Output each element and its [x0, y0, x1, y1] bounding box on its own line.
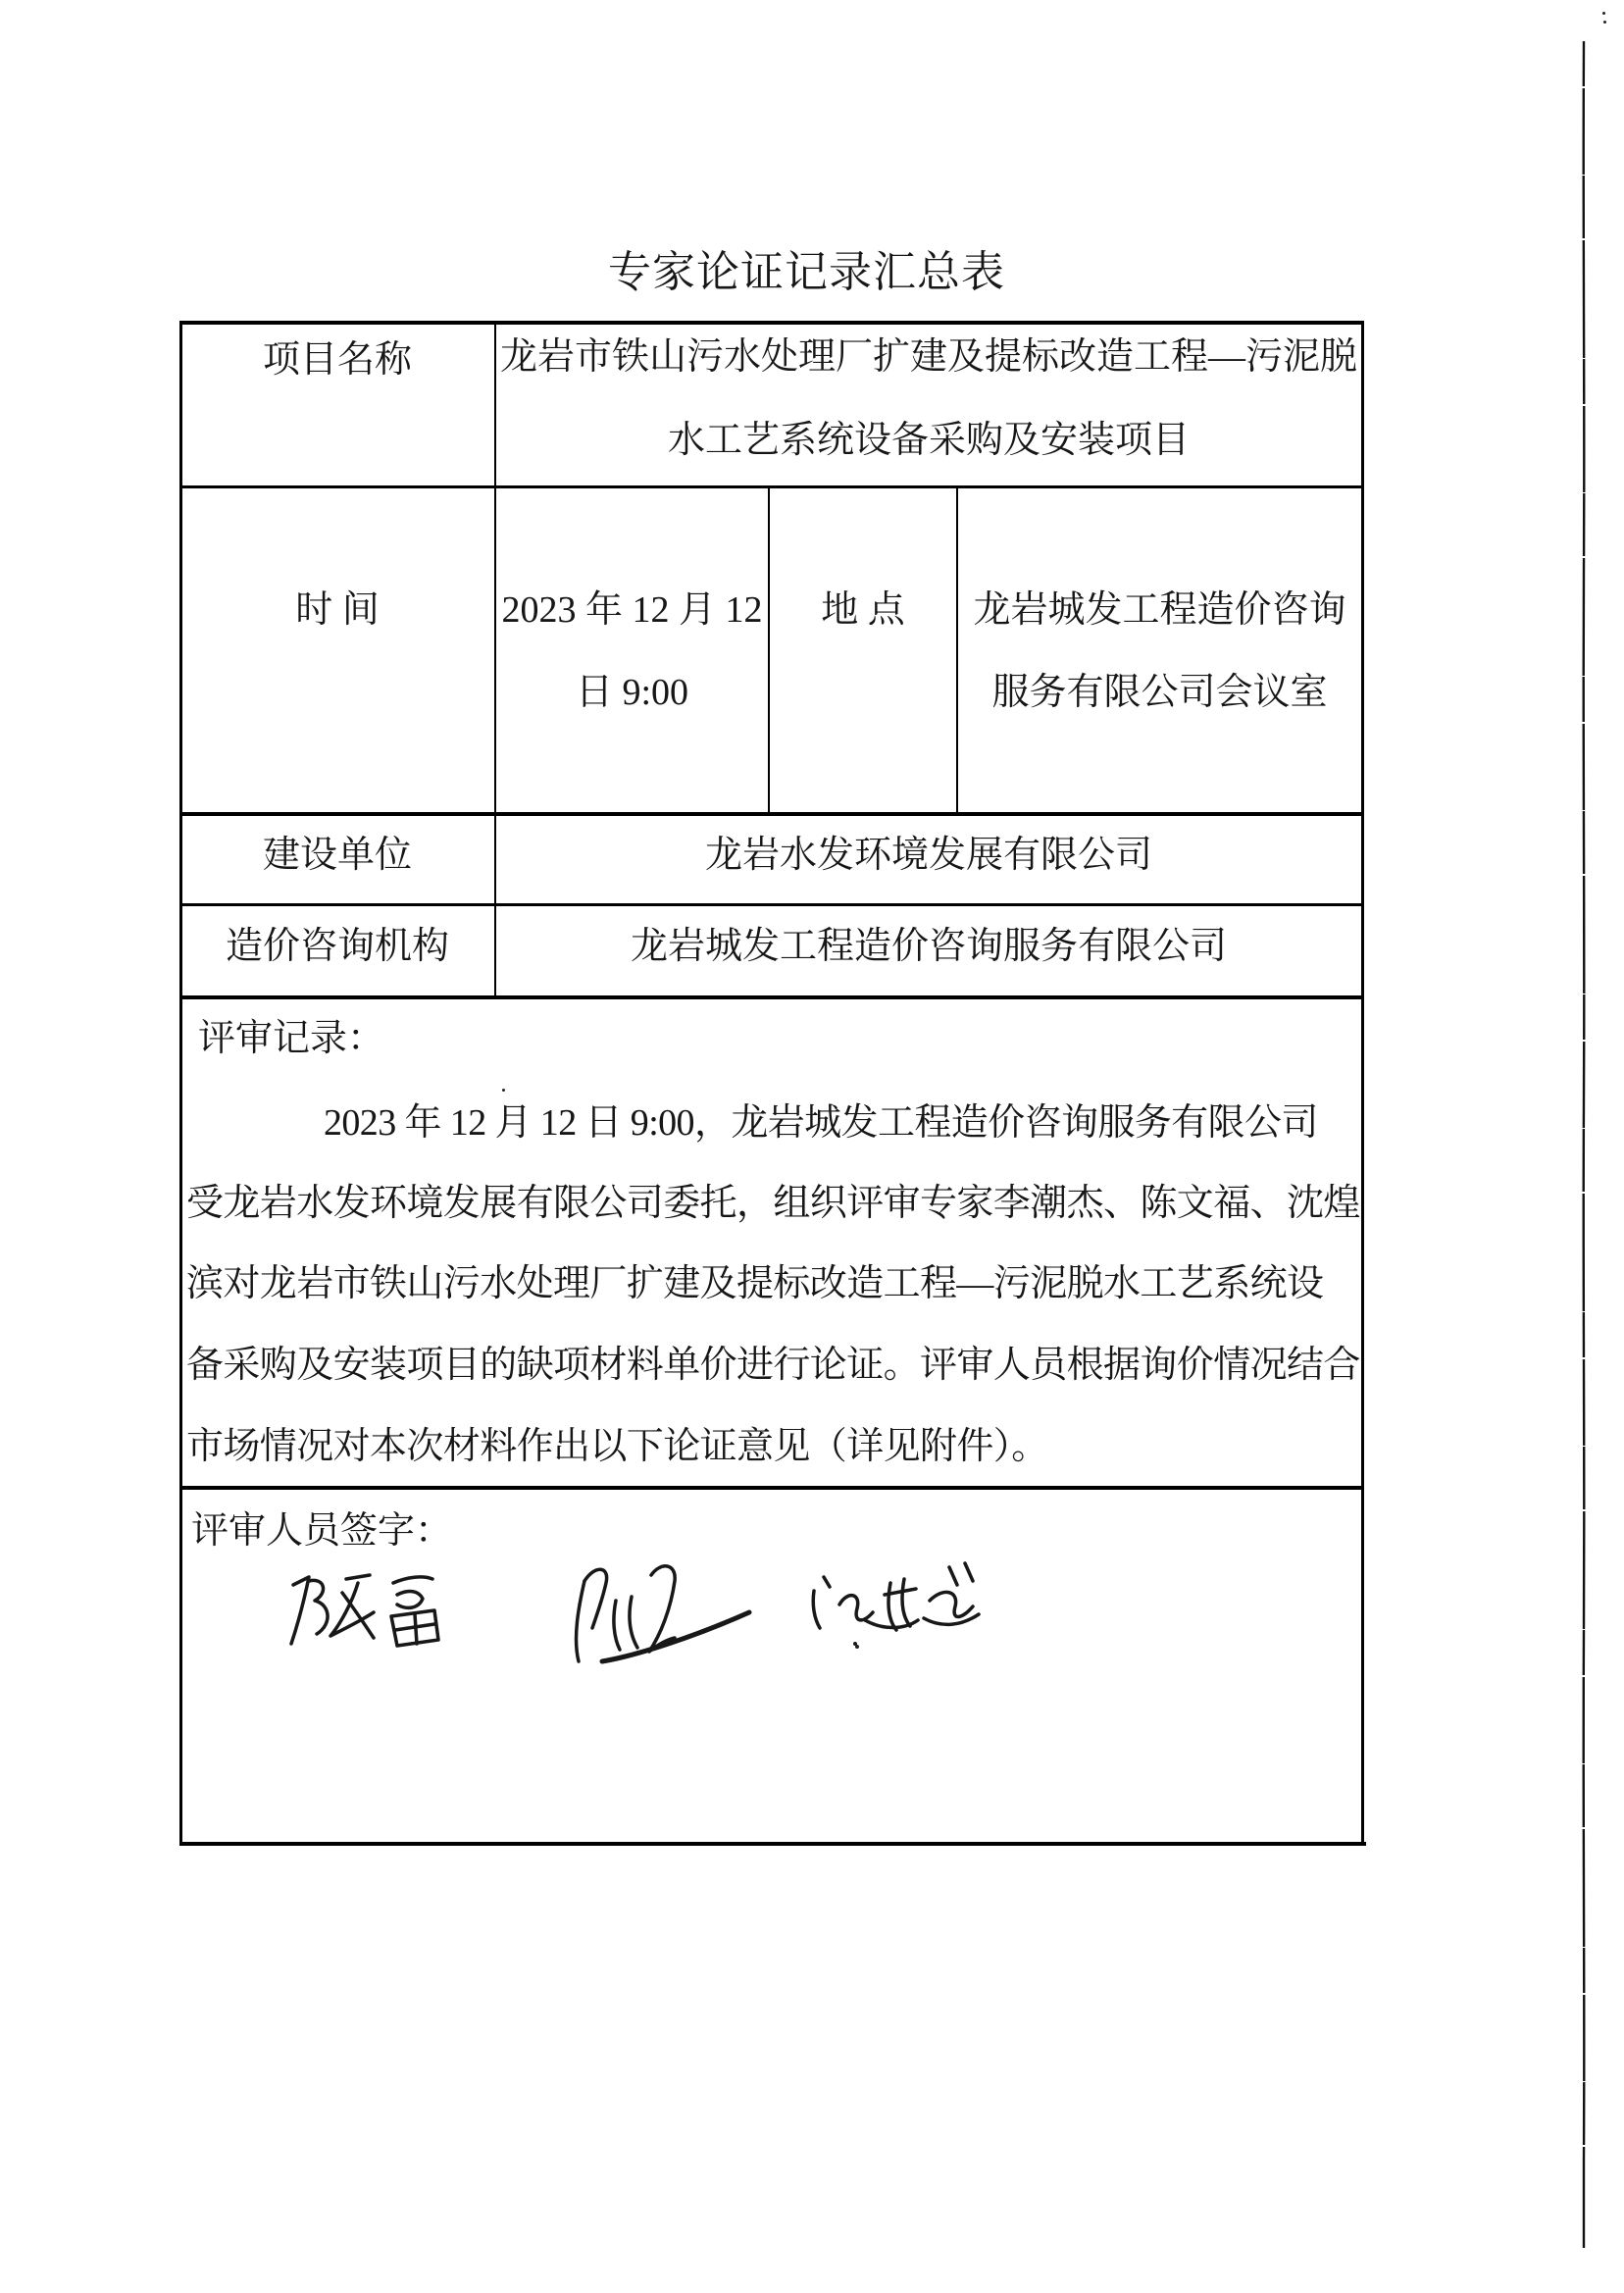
review-record-label: 评审记录：	[198, 1018, 385, 1059]
table-border-right	[1361, 321, 1364, 1846]
project-name-label: 项目名称	[262, 339, 412, 381]
ink-speck-2	[1603, 21, 1606, 24]
review-record-line3: 滨对龙岩市铁山污水处理厂扩建及提标改造工程—污泥脱水工艺系统设	[186, 1263, 1324, 1304]
consultant-label: 造价咨询机构	[225, 926, 449, 967]
signature-shen-huangbin	[806, 1557, 988, 1651]
table-border-bottom	[179, 1842, 1366, 1846]
review-record-line4: 备采购及安装项目的缺项材料单价进行论证。评审人员根据询价情况结合	[186, 1345, 1360, 1386]
time-value-line1: 2023 年 12 月 12	[501, 589, 763, 631]
time-label: 时 间	[295, 589, 380, 631]
column-divider-location-label	[956, 485, 958, 812]
review-record-line1: 2023 年 12 月 12 日 9:00，龙岩城发工程造价咨询服务有限公司	[324, 1102, 1318, 1144]
signature-chen-wenfu	[279, 1569, 476, 1653]
location-label: 地 点	[821, 589, 905, 631]
review-record-line5: 市场情况对本次材料作出以下论证意见（详见附件）。	[186, 1426, 1048, 1467]
location-value-line2: 服务有限公司会议室	[991, 672, 1328, 713]
column-divider-time-value	[768, 485, 770, 812]
document-title: 专家论证记录汇总表	[608, 248, 1005, 296]
time-value-line2: 日 9:00	[575, 672, 689, 713]
table-row-divider-1	[179, 485, 1363, 488]
page-edge-artifact-line	[1579, 41, 1591, 2250]
consultant-value: 龙岩城发工程造价咨询服务有限公司	[630, 926, 1227, 967]
builder-value: 龙岩水发环境发展有限公司	[704, 835, 1152, 876]
table-row-divider-2	[179, 812, 1363, 816]
table-border-top	[179, 321, 1363, 325]
table-row-divider-3	[179, 903, 1363, 906]
signature-li-chaojie	[559, 1557, 755, 1670]
table-border-left	[179, 321, 182, 1846]
ink-speck-1	[1602, 12, 1605, 15]
project-name-value-line2: 水工艺系统设备采购及安装项目	[667, 420, 1190, 461]
builder-label: 建设单位	[262, 835, 412, 876]
location-value-line1: 龙岩城发工程造价咨询	[973, 589, 1346, 631]
signature-label: 评审人员签字：	[191, 1510, 453, 1552]
project-name-value-line1: 龙岩市铁山污水处理厂扩建及提标改造工程—污泥脱	[499, 336, 1357, 378]
table-row-divider-5	[179, 1486, 1363, 1490]
review-record-line2: 受龙岩水发环境发展有限公司委托，组织评审专家李潮杰、陈文福、沈煌	[186, 1183, 1360, 1224]
ink-speck-3	[502, 1089, 505, 1092]
table-row-divider-4	[179, 995, 1363, 999]
ink-speck-4	[855, 1645, 859, 1649]
